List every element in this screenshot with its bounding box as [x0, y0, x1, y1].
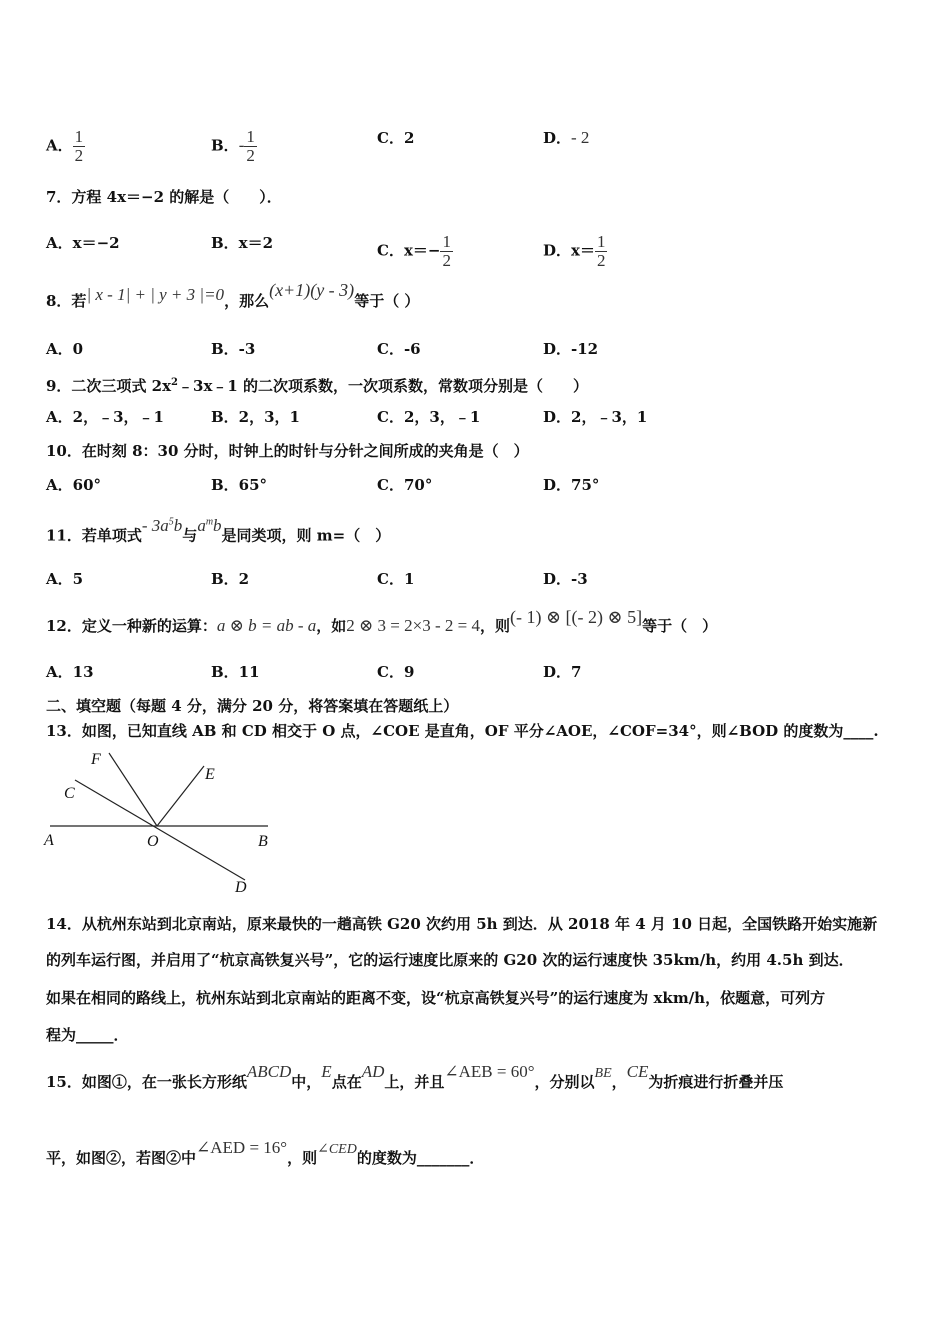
fraction: $\frac{1}{2}$	[442, 232, 451, 270]
q13-figure	[40, 745, 280, 897]
q14-line3: 如果在相同的路线上，杭州东站到北京南站的距离不变，设“杭京高铁复兴号”的运行速度为 xkm/h，依题意，可列方	[46, 989, 826, 1007]
q9-option-c[interactable]: C．2，3，﹣1	[377, 408, 481, 426]
q14-line1: 14．从杭州东站到北京南站，原来最快的一趟高铁 G20 次约用 5h 到达．从 2018 年 4 月 10 日起，全国铁路开始实施新	[46, 915, 878, 933]
q12-option-b[interactable]: B．11	[211, 663, 260, 681]
q9-stem: 9．二次三项式 $2x^2﹣3x﹣1$ 的二次项系数，一次项系数，常数项分别是（ ）	[46, 377, 589, 395]
q11-option-a[interactable]: A．5	[46, 570, 84, 588]
q7-option-c[interactable]: C．x＝− $\frac{1}{2}$	[377, 232, 451, 270]
q12-option-a[interactable]: A．13	[46, 663, 94, 681]
q9-option-b[interactable]: B．2，3，1	[211, 408, 300, 426]
q12-stem: 12．定义一种新的运算：a ⊗ b = ab - a，如2 ⊗ 3 = 2×3 - 2 = 4，则(- 1) ⊗ [(- 2) ⊗ 5]等于（ ）	[46, 607, 718, 635]
q8-stem: 8．若| x - 1| + | y + 3 |=0，那么(x+1)(y - 3)等于（ ）	[46, 280, 420, 310]
ray-of	[109, 753, 157, 826]
q11-option-b[interactable]: B．2	[211, 570, 250, 588]
q8-option-b[interactable]: B．-3	[211, 340, 256, 358]
q6-option-b[interactable]: B．- $\frac{1}{2}$	[211, 127, 255, 165]
line-cd	[75, 780, 245, 880]
q15-line2: 平，如图②，若图②中∠AED = 16°，则∠CED的度数为_______．	[46, 1138, 485, 1167]
q10-option-a[interactable]: A．60°	[46, 476, 102, 494]
q7-option-b[interactable]: B．x＝2	[211, 234, 274, 252]
q14-line4: 程为_____．	[46, 1026, 129, 1044]
label-b: B	[258, 833, 268, 850]
label-c: C	[64, 785, 75, 802]
label-a: A	[44, 832, 54, 849]
ray-oe	[157, 766, 204, 826]
fraction: $\frac{1}{2}$	[74, 127, 84, 165]
q14-line2: 的列车运行图，并启用了“杭京高铁复兴号”，它的运行速度比原来的 G20 次的运行速度快 35km/h，约用 4.5h 到达．	[46, 951, 854, 969]
q6-option-c[interactable]: C．2	[377, 129, 415, 147]
q9-option-d[interactable]: D．2，﹣3，1	[543, 408, 648, 426]
q7-option-d[interactable]: D．x＝ $\frac{1}{2}$	[543, 232, 606, 270]
q7-stem: 7．方程 4x＝−2 的解是（ ）．	[46, 188, 282, 206]
q8-option-d[interactable]: D．-12	[543, 340, 599, 358]
q12-option-d[interactable]: D．7	[543, 663, 582, 681]
q11-option-c[interactable]: C．1	[377, 570, 415, 588]
q8-option-a[interactable]: A．0	[46, 340, 84, 358]
fraction: $\frac{1}{2}$	[596, 232, 606, 270]
label-f: F	[91, 751, 101, 768]
q9-option-a[interactable]: A．2，﹣3，﹣1	[46, 408, 164, 426]
label-o: O	[147, 833, 159, 850]
q11-option-d[interactable]: D．-3	[543, 570, 588, 588]
q12-option-c[interactable]: C．9	[377, 663, 415, 681]
q6-option-d[interactable]: D．- 2	[543, 128, 590, 147]
q10-option-b[interactable]: B．65°	[211, 476, 268, 494]
q8-option-c[interactable]: C．-6	[377, 340, 421, 358]
label-d: D	[235, 879, 247, 896]
q10-stem: 10．在时刻 8：30 分时，时钟上的时针与分针之间所成的夹角是（ ）	[46, 442, 529, 460]
section-title: 二、填空题（每题 4 分，满分 20 分，将答案填在答题纸上）	[46, 697, 459, 715]
q13-stem: 13．如图，已知直线 AB 和 CD 相交于 O 点，∠COE 是直角，OF 平分∠AOE，∠COF=34°，则∠BOD 的度数为____.	[46, 722, 879, 740]
q11-stem: 11．若单项式- $3a^5b$与$a^mb$是同类项，则 m=（ ）	[46, 515, 391, 545]
q7-option-a[interactable]: A．x＝−2	[46, 234, 120, 252]
fraction: $\frac{1}{2}$	[246, 127, 255, 165]
q6-option-a[interactable]: A． $\frac{1}{2}$	[46, 127, 84, 165]
q10-option-c[interactable]: C．70°	[377, 476, 433, 494]
label-e: E	[205, 766, 215, 783]
q10-option-d[interactable]: D．75°	[543, 476, 600, 494]
q15-line1: 15．如图①，在一张长方形纸ABCD中，E点在AD上，并且∠AEB = 60°，分别以BE，CE为折痕进行折叠并压	[46, 1062, 784, 1091]
